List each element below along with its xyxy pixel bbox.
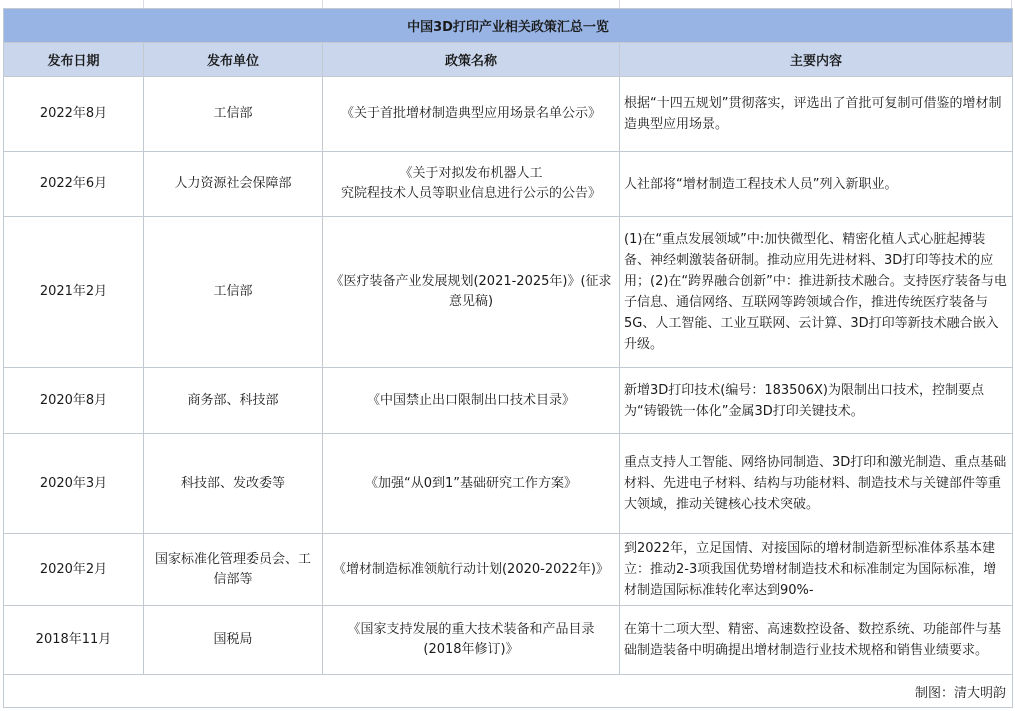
header-content: 主要内容 — [620, 43, 1013, 77]
table-row — [4, 434, 1013, 534]
row-content: 根据“十四五规划”贯彻落实，评选出了首批可复制可借鉴的增材制造典型应用场景。 — [620, 77, 1013, 152]
row-policy: 《国家支持发展的重大技术装备和产品目录(2018年修订)》 — [323, 606, 620, 675]
table-row — [4, 606, 1013, 675]
row-date: 2020年2月 — [4, 534, 144, 606]
row-unit: 科技部、发改委等 — [144, 434, 323, 534]
row-policy: 《关于对拟发布机器人工 究院程技术人员等职业信息进行公示的公告》 — [323, 152, 620, 217]
row-date: 2022年6月 — [4, 152, 144, 217]
row-date: 2020年3月 — [4, 434, 144, 534]
policy-table-frame — [3, 8, 1012, 706]
row-unit: 人力资源社会保障部 — [144, 152, 323, 217]
row-content: 在第十二项大型、精密、高速数控设备、数控系统、功能部件与基础制造装备中明确提出增材制造行业技术规格和销售业绩要求。 — [620, 606, 1013, 675]
table-row — [4, 217, 1013, 368]
row-date: 2021年2月 — [4, 217, 144, 368]
table-row — [4, 534, 1013, 606]
row-unit: 工信部 — [144, 77, 323, 152]
row-unit: 国家标准化管理委员会、工信部等 — [144, 534, 323, 606]
row-policy: 《医疗装备产业发展规划(2021-2025年)》(征求意见稿) — [323, 217, 620, 368]
row-date: 2022年8月 — [4, 77, 144, 152]
row-unit: 工信部 — [144, 217, 323, 368]
row-unit: 商务部、科技部 — [144, 368, 323, 434]
table-footer-credit: 制图：清大明韵 — [4, 675, 1013, 708]
row-unit: 国税局 — [144, 606, 323, 675]
row-content: 重点支持人工智能、网络协同制造、3D打印和激光制造、重点基础材料、先进电子材料、结构与功能材料、制造技术与关键部件等重大领域，推动关键核心技术突破。 — [620, 434, 1013, 534]
row-content: 新增3D打印技术(编号：183506X)为限制出口技术，控制要点为“铸锻铣一体化”金属3D打印关键技术。 — [620, 368, 1013, 434]
row-content: 人社部将“增材制造工程技术人员”列入新职业。 — [620, 152, 1013, 217]
table-row — [4, 368, 1013, 434]
header-date: 发布日期 — [4, 43, 144, 77]
table-row — [4, 152, 1013, 217]
row-policy: 《增材制造标准领航行动计划(2020-2022年)》 — [323, 534, 620, 606]
header-unit: 发布单位 — [144, 43, 323, 77]
row-date: 2018年11月 — [4, 606, 144, 675]
row-content: (1)在“重点发展领域”中:加快微型化、精密化植人式心脏起搏装备、神经刺激装备研制。推动应用先进材料、3D打印等技术的应用；(2)在“跨界融合创新”中：推进新技术融合。支持医疗装备与电子信息、通信网络、互联网等跨领域合作，推进传统医疗装备与5G、人工智能、工业互联网、云计算、3D打印等新技术融合嵌入升级。 — [620, 217, 1013, 368]
row-date: 2020年8月 — [4, 368, 144, 434]
header-policy: 政策名称 — [323, 43, 620, 77]
row-policy: 《加强“从0到1”基础研究工作方案》 — [323, 434, 620, 534]
top-strip — [0, 0, 1015, 8]
row-policy: 《中国禁止出口限制出口技术目录》 — [323, 368, 620, 434]
row-content: 到2022年，立足国情、对接国际的增材制造新型标准体系基本建立：推动2-3项我国优势增材制造技术和标准制定为国际标准，增材制造国际标准转化率达到90%- — [620, 534, 1013, 606]
policy-table — [3, 8, 1013, 708]
row-policy: 《关于首批增材制造典型应用场景名单公示》 — [323, 77, 620, 152]
table-row — [4, 77, 1013, 152]
table-title: 中国3D打印产业相关政策汇总一览 — [4, 9, 1013, 43]
